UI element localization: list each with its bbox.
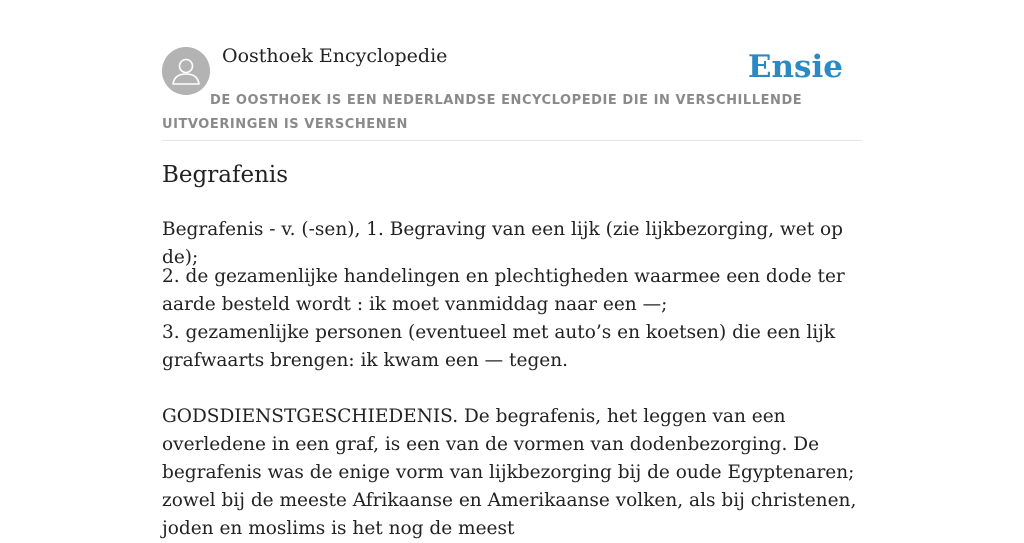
article-paragraph-3: GODSDIENSTGESCHIEDENIS. De begrafenis, het leggen van een overledene in een graf, is een van de vormen van dodenbezorging. De begrafenis was de enige vorm van lijkbezorging bij de oude Egyptenaren; zowel bij de meeste Afrikaanse en Amerikaanse volken, als bij christenen, joden en moslims is het nog de meest [162,406,857,539]
article-paragraph-1: Begrafenis - v. (-sen), 1. Begraving van een lijk (zie lijkbezorging, wet op de); [162,219,844,268]
brand-logo[interactable]: Ensie [747,49,843,85]
definition-3: 3. gezamenlijke personen (eventueel met auto’s en koetsen) die een lijk grafwaarts brengen: ik kwam een — tegen. [162,322,836,371]
author-name[interactable]: Oosthoek Encyclopedie [222,45,448,67]
author-description: DE OOSTHOEK IS EEN NEDERLANDSE ENCYCLOPEDIE DIE IN VERSCHILLENDE UITVOERINGEN IS VERSCHENEN [162,93,803,132]
page-title: Begrafenis [162,162,289,188]
definition-2: 2. de gezamenlijke handelingen en plechtigheden waarmee een dode ter aarde besteld wordt : ik moet vanmiddag naar een —; [162,266,845,315]
header [162,0,862,141]
page [162,0,862,539]
user-avatar-icon[interactable] [162,47,210,95]
article-paragraph-2 [162,263,862,375]
